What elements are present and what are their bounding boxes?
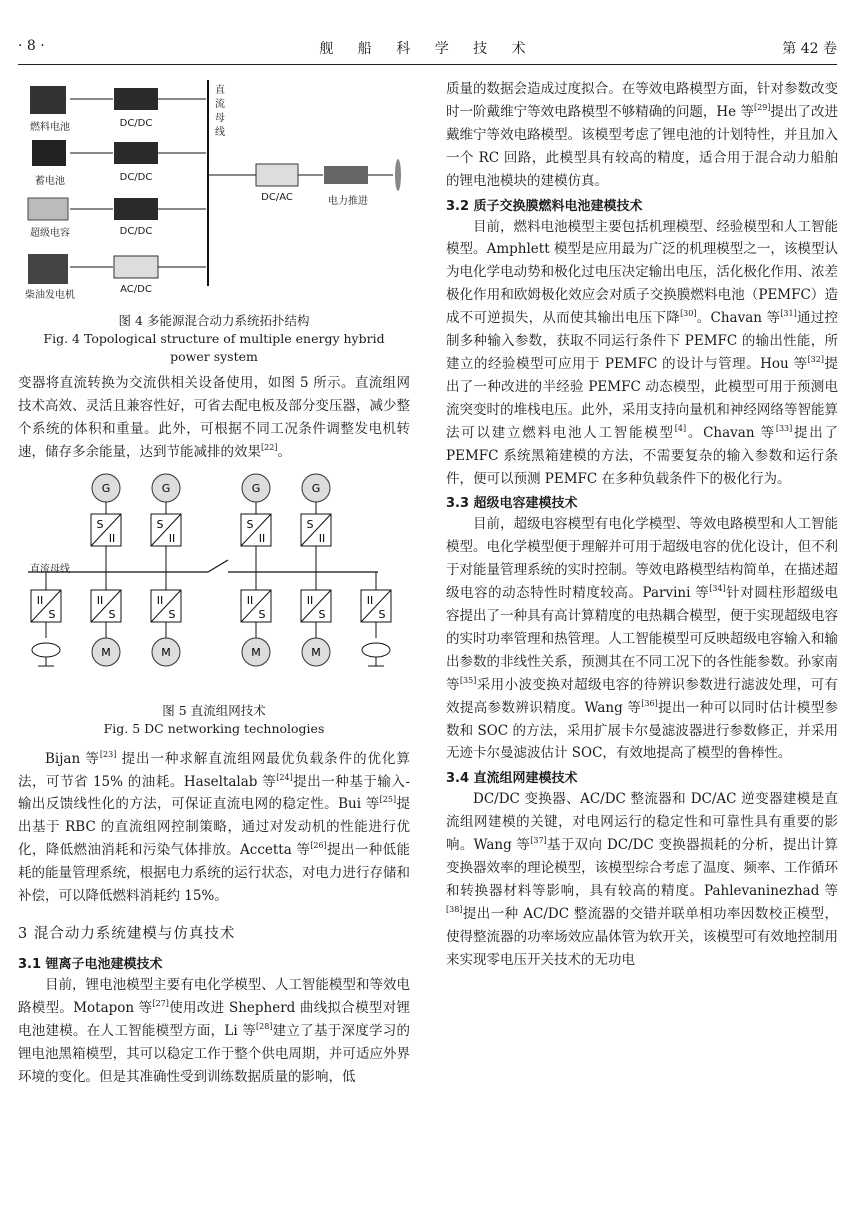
fig4-label-battery: 蓄电池 bbox=[35, 176, 65, 187]
citation-ref: [38] bbox=[446, 904, 463, 914]
inverter-s-4: S bbox=[258, 607, 266, 621]
right-paragraph-3 bbox=[446, 513, 838, 765]
citation-ref: [27] bbox=[152, 998, 169, 1008]
rectifier-ii-4: II bbox=[318, 531, 326, 545]
inverter-s-1: S bbox=[48, 607, 56, 621]
section-3-4-title: 3.4 直流组网建模技术 bbox=[446, 771, 578, 787]
left-paragraph-1: 变器将直流转换为交流供相关设备使用，如图 5 所示。直流组网技术高效、灵活且兼容性好，可省去配电板及部分变压器，减少整个系统的体积和重量。此外，可根据不同工况条件调整发电机转速，储存多余能量，达到节能减排的效果[22]。 bbox=[18, 375, 410, 460]
section-3-1-title: 3.1 锂离子电池建模技术 bbox=[18, 956, 163, 972]
motor-label-2: M bbox=[101, 645, 111, 659]
rectifier-s-3: S bbox=[246, 517, 254, 531]
right-paragraph-1 bbox=[446, 78, 838, 193]
left-column bbox=[18, 78, 410, 1089]
generator-label-3: G bbox=[251, 481, 261, 495]
text-run: 建立了基于深度学习的锂电池黑箱模型，其可以稳定工作于整个供电周期，并可适应外界环境的变化。但是其准确性受到训练数据质量的影响，低 bbox=[18, 1022, 410, 1085]
fig4-label-fuel-cell: 燃料电池 bbox=[30, 122, 70, 133]
rectifier-s-2: S bbox=[156, 517, 164, 531]
text-run: 提出一种基于输入-输出反馈线性化的方法，可保证直流电网的稳定性。Bui 等 bbox=[18, 773, 411, 813]
inverter-s-2: S bbox=[108, 607, 116, 621]
inverter-s-6: S bbox=[378, 607, 386, 621]
inverter-ii-3: II bbox=[156, 593, 164, 607]
inverter-s-3: S bbox=[168, 607, 176, 621]
citation-ref: [29] bbox=[753, 102, 771, 112]
fig4-caption-cn: 图 4 多能源混合动力系统拓扑结构 bbox=[118, 313, 310, 328]
figure-5-diagram bbox=[18, 470, 410, 702]
text-run: 针对圆柱形超级电容提出了一种具有高计算精度的电热耦合模型，便于实现超级电容的实时功率管理和热管理。人工智能模型可反映超级电容输入和输出参数的非线性关系，预测其在不同工况下的各性能参数。孙家南等 bbox=[446, 585, 838, 693]
motor-label-5: M bbox=[311, 645, 321, 659]
text-run: 提出一种低能耗的能量管理系统，根据电力系统的运行状态，对电力进行存储和补偿，可以降低燃料消耗约 15%。 bbox=[18, 842, 410, 905]
fig4-bus-label: 直流母线 bbox=[215, 85, 225, 138]
text-run: 提出了一种改进的半经验 PEMFC 动态模型，此模型可用于预测电流突变时的堆栈电压。此外，采用支持向量机和神经网络等智能算法可以建立燃料电池人工智能模型 bbox=[446, 355, 838, 441]
generator-label-2: G bbox=[161, 481, 171, 495]
text-run: 。Chavan 等 bbox=[696, 310, 781, 327]
battery-icon bbox=[32, 140, 66, 166]
left-paragraph-2 bbox=[18, 748, 410, 908]
inverter-ii-5: II bbox=[306, 593, 314, 607]
fig4-conv-4: AC/DC bbox=[120, 284, 152, 295]
fig4-label-diesel: 柴油发电机 bbox=[25, 290, 75, 301]
rectifier-ii-1: II bbox=[108, 531, 116, 545]
citation-ref: [26] bbox=[310, 841, 327, 851]
left-paragraph-3 bbox=[18, 974, 410, 1089]
dcdc-converter-3 bbox=[114, 198, 158, 220]
citation-ref: [23] bbox=[99, 749, 117, 759]
fig5-caption-en: Fig. 5 DC networking technologies bbox=[103, 720, 325, 736]
fig4-conv-3: DC/DC bbox=[119, 226, 153, 237]
citation-ref: [24] bbox=[276, 772, 293, 782]
fig4-motor-label: 电力推进 bbox=[328, 196, 368, 207]
citation-ref: [37] bbox=[530, 836, 547, 846]
acdc-rectifier bbox=[114, 256, 158, 278]
text-run: 质量的数据会造成过度拟合。在等效电路模型方面，针对参数改变时一阶戴维宁等效电路模型不够精确的问题，He 等 bbox=[446, 81, 838, 120]
dcdc-converter-1 bbox=[114, 88, 158, 110]
generator-label-1: G bbox=[101, 481, 111, 495]
section-3-2-title: 3.2 质子交换膜燃料电池建模技术 bbox=[446, 198, 643, 214]
text-run: 目前，燃料电池模型主要包括机理模型、经验模型和人工智能模型。Amphlett 模型是应用最为广泛的机理模型之一，该模型认为电化学电动势和极化过电压决定输出电压，活化极化作用、浓差极化作用和欧姆极化效应会对质子交换膜燃料电池（PEMFC）造成不可逆损失，从而使其输出电压下降 bbox=[446, 218, 838, 327]
section-3-title: 3 混合动力系统建模与仿真技术 bbox=[18, 925, 236, 942]
fig4-caption-en-2: power system bbox=[170, 349, 258, 364]
supercapacitor-icon bbox=[28, 198, 68, 220]
citation-ref: [33] bbox=[775, 423, 793, 433]
page-header bbox=[18, 38, 837, 62]
citation-ref: [30] bbox=[680, 309, 697, 319]
inverter-ii-2: II bbox=[96, 593, 104, 607]
fig5-caption-cn: 图 5 直流组网技术 bbox=[162, 702, 266, 718]
rectifier-ii-3: II bbox=[258, 531, 266, 545]
figure-5 bbox=[18, 470, 410, 702]
citation-ref: [36] bbox=[641, 698, 658, 708]
fig4-conv-2: DC/DC bbox=[119, 172, 153, 183]
fig4-caption-en-1: Fig. 4 Topological structure of multiple energy hybrid bbox=[43, 331, 385, 346]
fig4-label-supercap: 超级电容 bbox=[30, 228, 70, 239]
transformer-6 bbox=[362, 643, 390, 657]
inverter-ii-1: II bbox=[36, 593, 44, 607]
citation-ref: [28] bbox=[255, 1021, 273, 1031]
section-3-3-title: 3.3 超级电容建模技术 bbox=[446, 496, 578, 512]
fig4-conv-1: DC/DC bbox=[119, 118, 153, 129]
fig4-dcac-label: DC/AC bbox=[261, 192, 293, 203]
citation-ref: [25] bbox=[379, 795, 397, 805]
text-run: 提出一种可以同时估计模型参数和 SOC 的方法，采用扩展卡尔曼滤波器进行参数修正，并采用无迹卡尔曼滤波估计 SOC，有效地提高了模型的鲁棒性。 bbox=[446, 699, 838, 762]
text-run: 基于双向 DC/DC 变换器损耗的分析，提出计算变换器效率的理论模型，该模型综合考虑了温度、频率、工作循环和转换器材料等影响，具有较高的精度。Pahlevaninezhad 等 bbox=[446, 837, 838, 899]
transformer-1 bbox=[32, 643, 60, 657]
text-run: 提出了 PEMFC 系统黑箱建模的方法，不需要复杂的输入参数和运行条件，便可以预测 PEMFC 在多种负载条件下的极化行为。 bbox=[446, 424, 838, 487]
generator-label-4: G bbox=[311, 481, 321, 495]
journal-title: 舰 船 科 学 技 术 bbox=[319, 41, 536, 57]
citation-ref: [31] bbox=[780, 309, 797, 319]
text-run: 。Chavan 等 bbox=[686, 424, 776, 441]
right-paragraph-4 bbox=[446, 788, 838, 971]
dcdc-converter-2 bbox=[114, 142, 158, 164]
header-rule bbox=[18, 64, 837, 65]
rectifier-ii-2: II bbox=[168, 531, 176, 545]
right-paragraph-2 bbox=[446, 216, 838, 491]
motor-icon bbox=[324, 166, 368, 184]
text-run: Bijan 等 bbox=[45, 750, 100, 767]
propeller-icon bbox=[395, 159, 401, 191]
text-run: 提出一种 AC/DC 整流器的交错并联单相功率因数校正模型，使得整流器的功率场效应晶体管为软开关，该模型可有效地控制用来实现零电压开关技术的无功电 bbox=[446, 905, 838, 968]
text-run: 提出基于 RBC 的直流组网控制策略，通过对发动机的性能进行优化，降低燃油消耗和污染气体排放。Accetta 等 bbox=[18, 796, 410, 859]
text-run: 通过控制多种输入参数，获取不同运行条件下 PEMFC 的输出性能，所建立的经验模型可应用于 PEMFC 的设计与管理。Hou 等 bbox=[446, 310, 839, 372]
citation-ref: [4] bbox=[674, 423, 687, 433]
bus-switch bbox=[208, 560, 228, 572]
rectifier-s-4: S bbox=[306, 517, 314, 531]
citation-ref: [32] bbox=[807, 354, 824, 364]
right-column bbox=[446, 78, 838, 972]
motor-label-4: M bbox=[251, 645, 261, 659]
text-run: 采用小波变换对超级电容的待辨识参数进行滤波处理，可有效提高参数辨识精度。Wang 等 bbox=[446, 676, 839, 716]
citation-ref: [34] bbox=[709, 584, 726, 594]
fig5-bus-label: 直流母线 bbox=[30, 563, 70, 575]
text-run: 提出了改进戴维宁等效电路模型。该模型考虑了锂电池的计划特性，并且加入一个 RC 回路，此模型具有较高的精度，适合用于混合动力船舶的锂电池模块的建模仿真。 bbox=[446, 103, 839, 189]
inverter-ii-4: II bbox=[246, 593, 254, 607]
fuel-cell-icon bbox=[30, 86, 66, 114]
inverter-s-5: S bbox=[318, 607, 326, 621]
page-number: · 8 · bbox=[18, 38, 45, 54]
text-run: DC/DC 变换器、AC/DC 整流器和 DC/AC 逆变器建模是直流组网建模的关键，对电网运行的稳定性和可靠性具有重要的影响。Wang 等 bbox=[446, 791, 838, 854]
text-run: 目前，超级电容模型有电化学模型、等效电路模型和人工智能模型。电化学模型便于理解并可用于超级电容的优化设计，但不利于对能量管理系统的实时控制。等效电路模型结构简单，在描述超级电容的动态特性时精度较高。Parvini 等 bbox=[446, 516, 838, 602]
rectifier-s-1: S bbox=[96, 517, 104, 531]
dcac-inverter bbox=[256, 164, 298, 186]
citation-ref: [35] bbox=[459, 675, 477, 685]
figure-4 bbox=[18, 78, 410, 308]
text-run: 提出一种求解直流组网最优负载条件的优化算法，可节省 15% 的油耗。Haseltalab 等 bbox=[18, 750, 410, 790]
inverter-ii-6: II bbox=[366, 593, 374, 607]
volume-label: 第 42 卷 bbox=[782, 41, 837, 57]
text-run: 目前，锂电池模型主要有电化学模型、人工智能模型和等效电路模型。Motapon 等 bbox=[18, 976, 410, 1016]
motor-label-3: M bbox=[161, 645, 171, 659]
text-run: 使用改进 Shepherd 曲线拟合模型对锂电池建模。在人工智能模型方面，Li 等 bbox=[18, 999, 410, 1039]
diesel-generator-icon bbox=[28, 254, 68, 284]
